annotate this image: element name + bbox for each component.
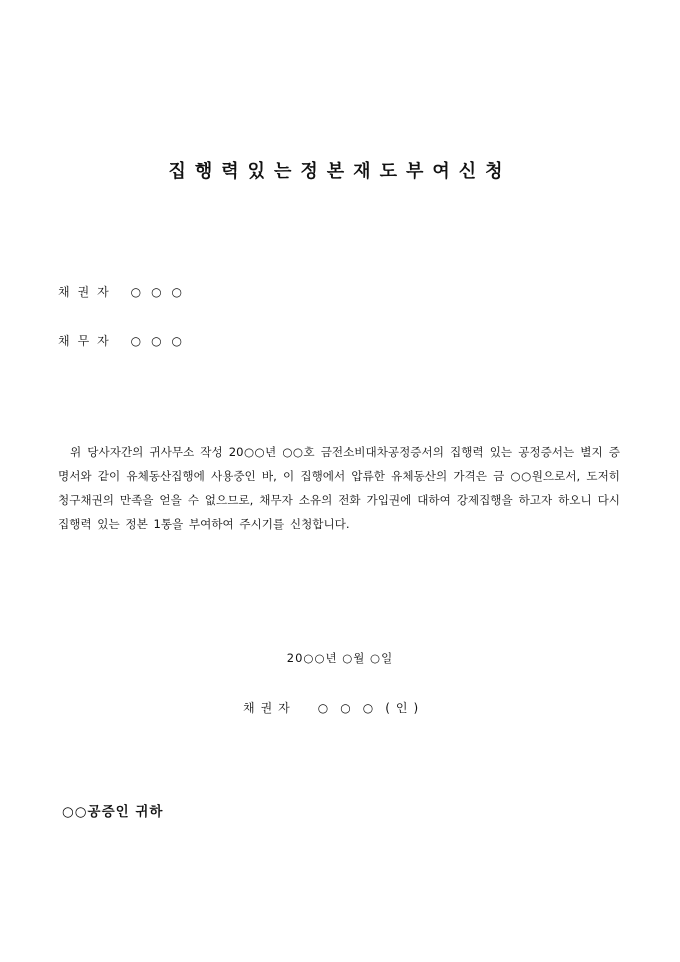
signer-role-label: 채권자 xyxy=(243,701,296,715)
creditor-line xyxy=(58,283,192,300)
seal-mark: (인) xyxy=(385,701,425,715)
signature-line xyxy=(243,699,424,716)
document-title: 집행력있는정본재도부여신청 xyxy=(168,161,512,182)
debtor-name: ○○○ xyxy=(130,334,193,348)
application-date: 20○○년 ○월 ○일 xyxy=(286,651,394,665)
signer-name: ○○○ xyxy=(317,701,386,715)
creditor-role-label: 채권자 xyxy=(58,285,117,299)
creditor-name: ○○○ xyxy=(130,285,193,299)
debtor-role-label: 채무자 xyxy=(58,334,117,348)
application-body-paragraph: 위 당사자간의 귀사무소 작성 20○○년 ○○호 금전소비대차공정증서의 집행력 있는 공정증서는 별지 증명서와 같이 유체동산집행에 사용중인 바, 이 집행에서 압류한 유체동산의 가격은 금 ○○원으로서, 도저히 청구채권의 만족을 얻을 수 없으므로, 채무자 소유의 전화 가입권에 대하여 강제집행을 하고자 하오니 다시 집행력 있는 정본 1통을 부여하여 주시기를 신청합니다. xyxy=(58,444,620,532)
addressee: ○○공증인 귀하 xyxy=(62,804,164,820)
debtor-line xyxy=(58,332,192,349)
